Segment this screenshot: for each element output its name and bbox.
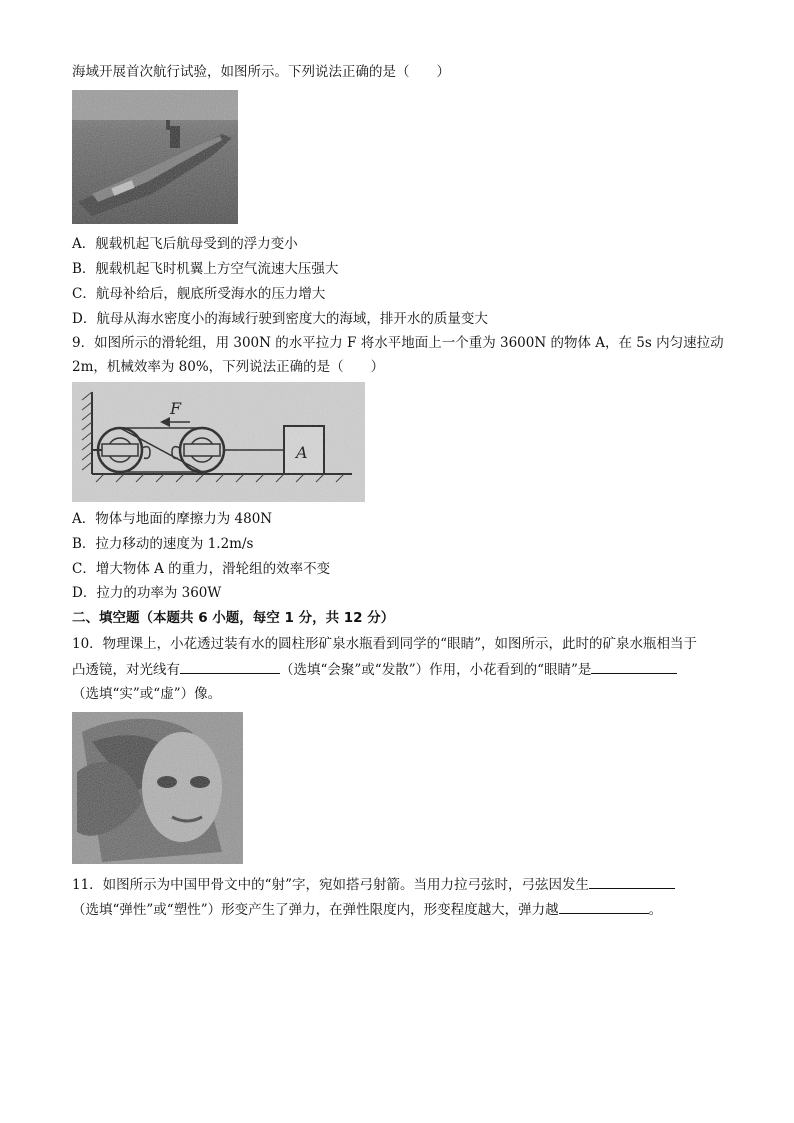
q11-text-b: （选填“弹性”或“塑性”）形变产生了弹力，在弹性限度内，形变程度越大，弹力越 [72,902,559,918]
eye-bottle-photo [72,712,243,864]
q11-blank-1[interactable] [589,874,675,889]
q11-line1 [72,874,675,895]
q9-option-b: B．拉力移动的速度为 1.2m/s [72,536,254,552]
q10-blank-1[interactable] [180,659,280,674]
q9-stem-line2: 2m，机械效率为 80%，下列说法正确的是（ ） [72,359,385,375]
carrier-photo [72,90,238,224]
q10-text-a: 凸透镜，对光线有 [72,662,180,678]
section-heading: 二、填空题（本题共 6 小题，每空 1 分，共 12 分） [72,610,395,626]
q10-blank-2[interactable] [591,659,677,674]
q10-text-b: （选填“会聚”或“发散”）作用，小花看到的“眼睛”是 [280,662,592,678]
q9-option-a: A．物体与地面的摩擦力为 480N [72,511,273,527]
q8-option-a: A．舰载机起飞后航母受到的浮力变小 [72,236,298,252]
q8-option-c: C．航母补给后，舰底所受海水的压力增大 [72,286,326,302]
q11-blank-2[interactable] [559,899,649,914]
q11-line2 [72,899,662,920]
q8-stem: 海域开展首次航行试验，如图所示。下列说法正确的是（ ） [72,64,450,80]
q9-option-d: D．拉力的功率为 360W [72,585,222,601]
q8-option-b: B．舰载机起飞时机翼上方空气流速大压强大 [72,261,339,277]
q8-option-d: D．航母从海水密度小的海域行驶到密度大的海域，排开水的质量变大 [72,311,488,327]
q9-option-c: C．增大物体 A 的重力，滑轮组的效率不变 [72,561,331,577]
q11-text-c: 。 [648,902,663,918]
q9-stem-line1: 9．如图所示的滑轮组，用 300N 的水平拉力 F 将水平地面上一个重为 3600N 的物体 A，在 5s 内匀速拉动 [72,335,724,351]
q11-text-a: 11．如图所示为中国甲骨文中的“射”字，宛如搭弓射箭。当用力拉弓弦时，弓弦因发生 [72,877,589,893]
q10-line3: （选填“实”或“虚”）像。 [72,686,222,702]
q10-line1: 10．物理课上，小花透过装有水的圆柱形矿泉水瓶看到同学的“眼睛”，如图所示，此时的矿泉水瓶相当于 [72,636,697,652]
q10-line2 [72,659,677,680]
pulley-diagram [72,382,365,502]
